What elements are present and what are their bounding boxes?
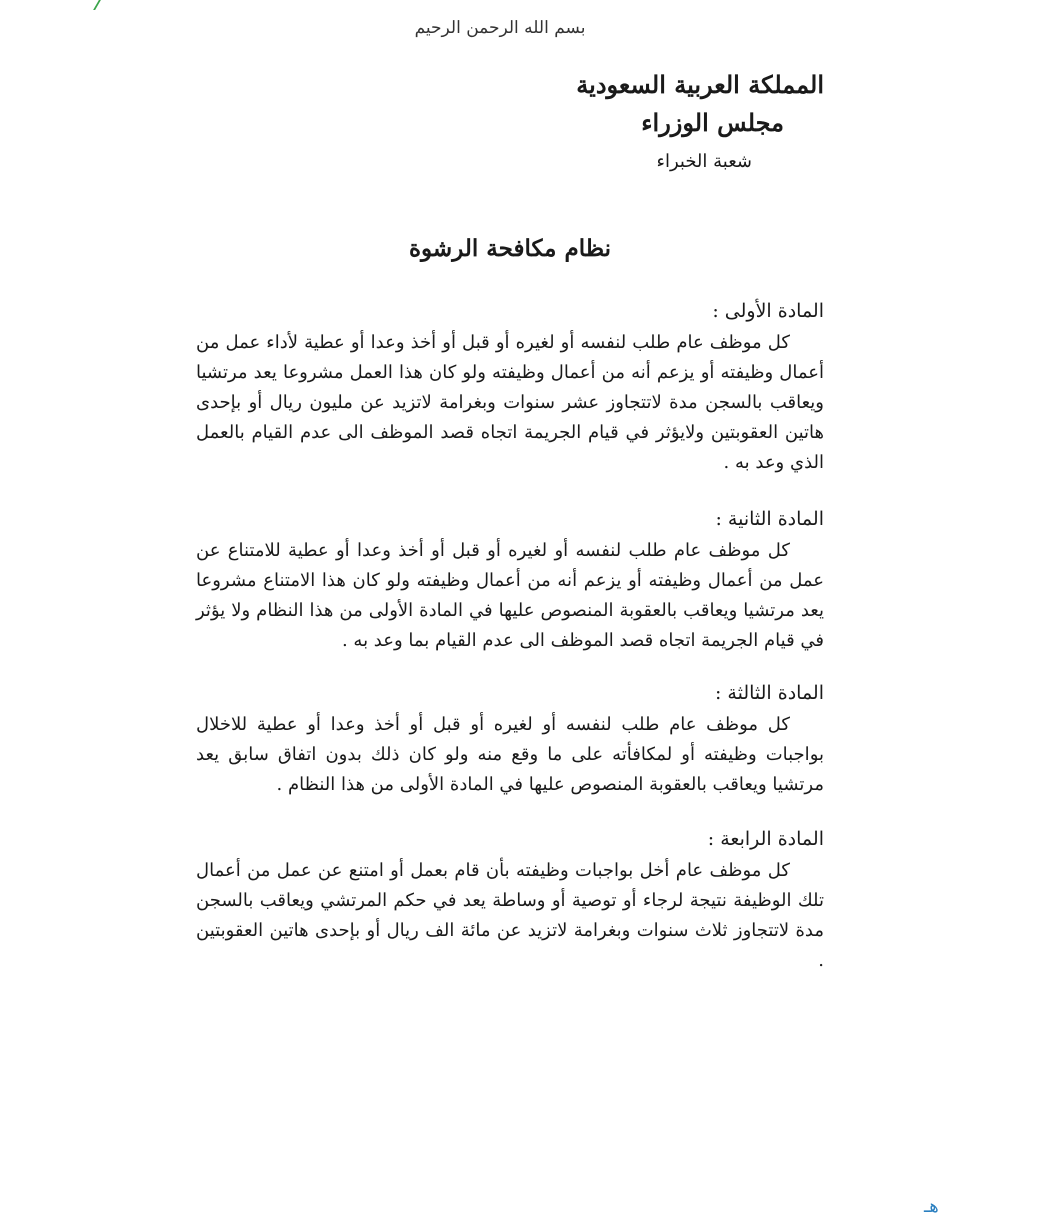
letterhead bbox=[576, 68, 824, 176]
article-body: كل موظف عام طلب لنفسه أو لغيره أو قبل أو أخذ وعدا أو عطية للاخلال بواجبات وظيفته أو لمكافأته على ما وقع منه ولو كان ذلك بدون اتفاق سابق يعد مرتشيا ويعاقب بالعقوبة المنصوص عليها في المادة الأولى من هذا النظام . bbox=[196, 714, 824, 795]
kingdom-name: المملكة العربية السعودية bbox=[576, 70, 824, 99]
article-body: كل موظف عام أخل بواجبات وظيفته بأن قام بعمل أو امتنع عن عمل من أعمال تلك الوظيفة نتيجة لرجاء أو توصية أو وساطة يعد في حكم المرتشي ويعاقب بالسجن مدة لاتتجاوز ثلاث سنوات وبغرامة لاتزيد عن مائة الف ريال أو بإحدى هاتين العقوبتين . bbox=[196, 860, 824, 971]
article-2 bbox=[196, 504, 824, 656]
article-heading: المادة الأولى : bbox=[712, 300, 824, 322]
article-body: كل موظف عام طلب لنفسه أو لغيره أو قبل أو أخذ وعدا أو عطية للامتناع عن عمل من أعمال وظيفته أو يزعم أنه من أعمال وظيفته ولو كان هذا الامتناع مشروعا يعد مرتشيا ويعاقب بالعقوبة المنصوص عليها في المادة الأولى من هذا النظام ولا يؤثر في قيام الجريمة اتجاه قصد الموظف الى عدم القيام بما وعد به . bbox=[196, 540, 824, 651]
corner-mark bbox=[93, 0, 111, 10]
document-title: نظام مكافحة الرشوة bbox=[408, 235, 612, 262]
article-body: كل موظف عام طلب لنفسه أو لغيره أو قبل أو أخذ وعدا أو عطية لأداء عمل من أعمال وظيفته أو يزعم أنه من أعمال وظيفته ولو كان هذا العمل مشروعا يعد مرتشيا ويعاقب بالسجن مدة لاتتجاوز عشر سنوات وبغرامة لاتزيد عن مليون ريال أو بإحدى هاتين العقوبتين ولايؤثر في قيام الجريمة اتجاه قصد الموظف الى عدم القيام بالعمل الذي وعد به . bbox=[196, 332, 824, 473]
branch-name: شعبة الخبراء bbox=[656, 151, 752, 172]
article-1 bbox=[196, 296, 824, 478]
article-4 bbox=[196, 824, 824, 976]
article-heading: المادة الثالثة : bbox=[714, 682, 824, 704]
page-marker: هـ bbox=[924, 1196, 939, 1217]
article-heading: المادة الرابعة : bbox=[707, 828, 824, 850]
article-3 bbox=[196, 678, 824, 800]
article-heading: المادة الثانية : bbox=[715, 508, 824, 530]
basmala: بسم الله الرحمن الرحيم bbox=[414, 18, 586, 38]
council-name: مجلس الوزراء bbox=[641, 108, 784, 137]
